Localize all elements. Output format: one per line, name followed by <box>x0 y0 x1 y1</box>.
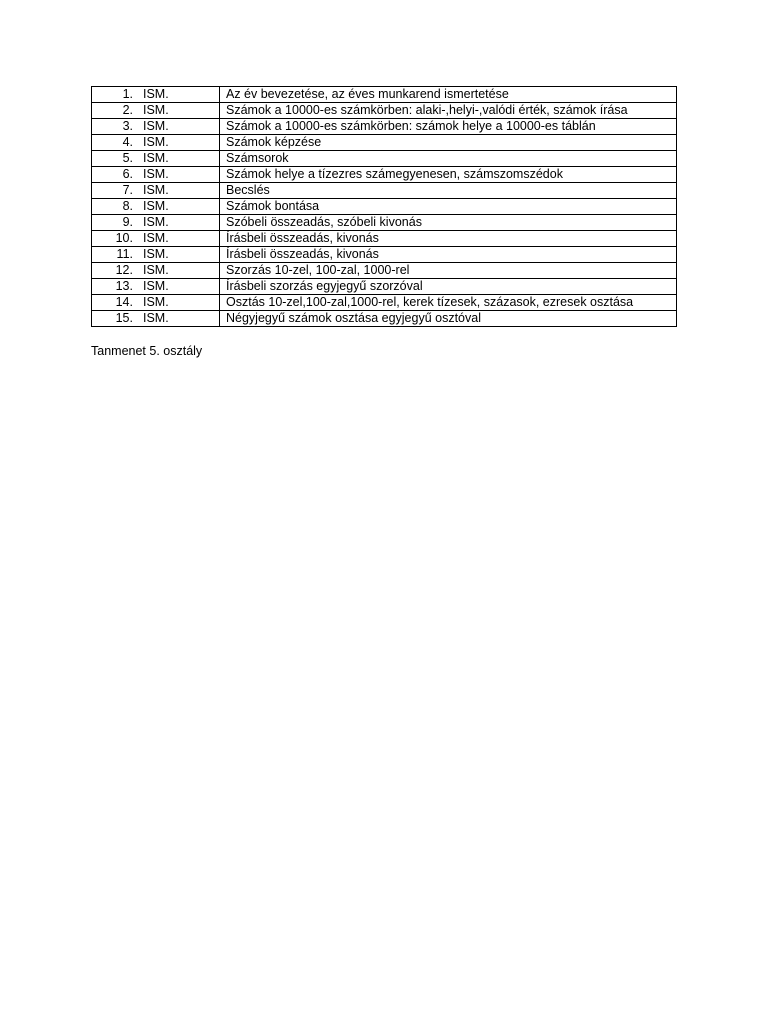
table-row <box>92 215 677 231</box>
lesson-number: 12. <box>115 263 133 277</box>
lesson-topic: Írásbeli összeadás, kivonás <box>220 247 677 263</box>
lesson-topic: Számok helye a tízezres számegyenesen, számszomszédok <box>220 167 677 183</box>
lesson-topic: Számsorok <box>220 151 677 167</box>
lesson-number-cell <box>92 231 220 247</box>
lesson-topic: Négyjegyű számok osztása egyjegyű osztóval <box>220 311 677 327</box>
lesson-topic: Osztás 10-zel,100-zal,1000-rel, kerek tízesek, százasok, ezresek osztása <box>220 295 677 311</box>
lesson-number: 13. <box>115 279 133 293</box>
lesson-number-cell <box>92 199 220 215</box>
lesson-topic: Számok a 10000-es számkörben: alaki-,helyi-,valódi érték, számok írása <box>220 103 677 119</box>
lesson-number: 4. <box>122 135 133 149</box>
document-caption: Tanmenet 5. osztály <box>91 344 203 358</box>
lesson-number-cell <box>92 135 220 151</box>
lesson-number-cell <box>92 103 220 119</box>
lesson-number: 6. <box>122 167 133 181</box>
lesson-number: 8. <box>122 199 133 213</box>
lesson-type-tag: ISM. <box>143 167 169 181</box>
lesson-topic: Számok bontása <box>220 199 677 215</box>
table-row <box>92 119 677 135</box>
lesson-type-tag: ISM. <box>143 151 169 165</box>
table-row <box>92 183 677 199</box>
lesson-number-cell <box>92 295 220 311</box>
lesson-topic: Írásbeli összeadás, kivonás <box>220 231 677 247</box>
lesson-number: 14. <box>115 295 133 309</box>
lesson-type-tag: ISM. <box>143 311 169 325</box>
lesson-number-cell <box>92 167 220 183</box>
lesson-number-cell <box>92 279 220 295</box>
table-row <box>92 151 677 167</box>
lesson-type-tag: ISM. <box>143 263 169 277</box>
lesson-number: 5. <box>122 151 133 165</box>
lesson-type-tag: ISM. <box>143 247 169 261</box>
lesson-number-cell <box>92 183 220 199</box>
lesson-number-cell <box>92 311 220 327</box>
table-row <box>92 295 677 311</box>
lesson-type-tag: ISM. <box>143 103 169 117</box>
lesson-type-tag: ISM. <box>143 183 169 197</box>
lesson-number: 7. <box>122 183 133 197</box>
lesson-number-cell <box>92 263 220 279</box>
lesson-number: 3. <box>122 119 133 133</box>
lesson-plan-table-body <box>92 87 677 327</box>
lesson-topic: Becslés <box>220 183 677 199</box>
table-row <box>92 199 677 215</box>
lesson-topic: Az év bevezetése, az éves munkarend ismertetése <box>220 87 677 103</box>
lesson-type-tag: ISM. <box>143 135 169 149</box>
table-row <box>92 231 677 247</box>
lesson-number-cell <box>92 87 220 103</box>
lesson-type-tag: ISM. <box>143 215 169 229</box>
table-row <box>92 311 677 327</box>
lesson-number-cell <box>92 215 220 231</box>
lesson-number-cell <box>92 151 220 167</box>
lesson-type-tag: ISM. <box>143 231 169 245</box>
lesson-type-tag: ISM. <box>143 87 169 101</box>
lesson-plan-table <box>91 86 677 327</box>
lesson-number: 1. <box>122 87 133 101</box>
table-row <box>92 263 677 279</box>
lesson-topic: Szóbeli összeadás, szóbeli kivonás <box>220 215 677 231</box>
lesson-number: 11. <box>116 247 133 261</box>
lesson-type-tag: ISM. <box>143 279 169 293</box>
lesson-number-cell <box>92 119 220 135</box>
table-row <box>92 87 677 103</box>
lesson-topic: Számok képzése <box>220 135 677 151</box>
lesson-number: 15. <box>115 311 133 325</box>
table-row <box>92 167 677 183</box>
table-row <box>92 135 677 151</box>
lesson-number: 2. <box>122 103 133 117</box>
table-row <box>92 247 677 263</box>
lesson-number: 10. <box>115 231 133 245</box>
lesson-topic: Szorzás 10-zel, 100-zal, 1000-rel <box>220 263 677 279</box>
lesson-number-cell <box>92 247 220 263</box>
lesson-topic: Számok a 10000-es számkörben: számok helye a 10000-es táblán <box>220 119 677 135</box>
lesson-type-tag: ISM. <box>143 119 169 133</box>
table-row <box>92 279 677 295</box>
table-row <box>92 103 677 119</box>
lesson-type-tag: ISM. <box>143 199 169 213</box>
lesson-topic: Írásbeli szorzás egyjegyű szorzóval <box>220 279 677 295</box>
lesson-type-tag: ISM. <box>143 295 169 309</box>
lesson-number: 9. <box>122 215 133 229</box>
